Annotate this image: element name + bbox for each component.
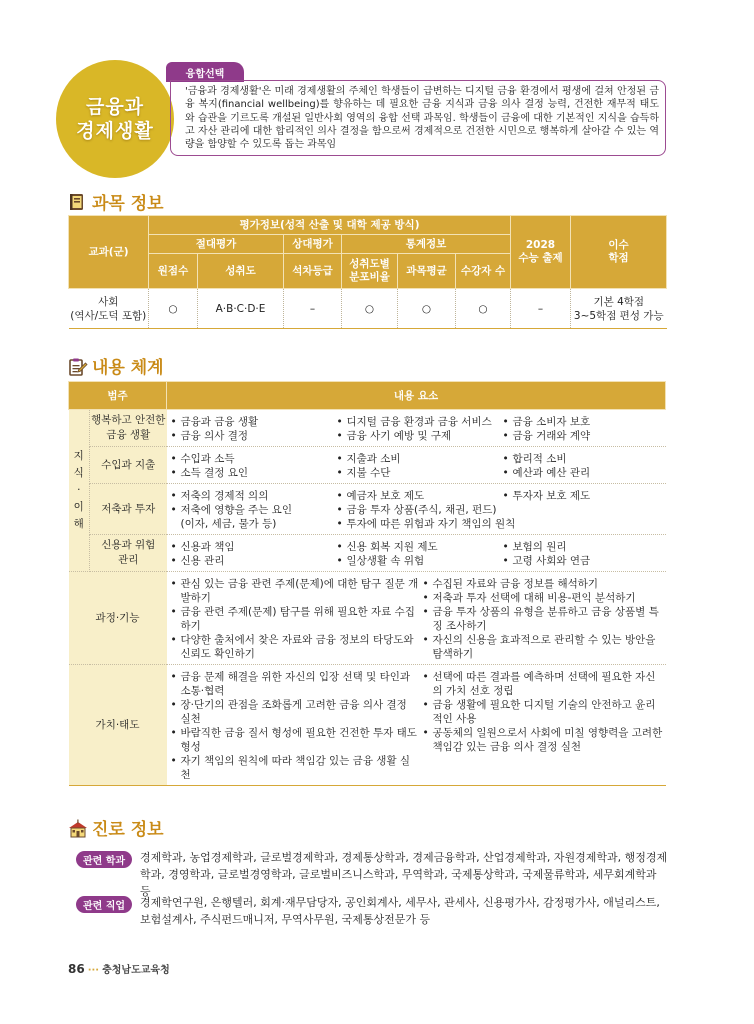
list-item: • 보험의 원리: [502, 541, 567, 553]
cell-achievement-ratio: ○: [342, 289, 398, 329]
knowledge-column: [171, 489, 335, 531]
list-item: • 금융 사기 예방 및 구제: [336, 430, 452, 442]
knowledge-items: [167, 535, 666, 571]
career-info-heading: [68, 815, 164, 840]
cell-rank: –: [284, 289, 342, 329]
list-item: • 선택에 따른 결과를 예측하며 선택에 필요한 자신의 가치 선호 정립: [422, 671, 656, 697]
list-item-continuation: (이자, 세금, 물가 등): [180, 518, 277, 530]
related-job-label: 관련 직업: [76, 896, 132, 913]
values-right-list: [423, 670, 664, 782]
header-subject-group: 교과(군): [69, 216, 149, 289]
header-statistics: 통계정보: [342, 235, 511, 254]
process-right-list: [423, 577, 664, 661]
subject-info-table: [68, 215, 667, 329]
subject-title-line1: 금융과: [85, 96, 145, 118]
list-item: • 공동체의 일원으로서 사회에 미칠 영향력을 고려한 책임감 있는 금융 의사 결정 실천: [422, 727, 663, 753]
list-item: • 금융 거래와 계약: [502, 430, 591, 442]
list-item: • 지출과 소비: [336, 453, 401, 465]
list-item: • 저축에 영향을 주는 요인: [170, 504, 292, 516]
header-num-students: 수강자 수: [456, 254, 511, 289]
header-eval-info: 평가정보(성적 산출 및 대학 제공 방식): [149, 216, 511, 235]
knowledge-understanding-category: 지 식 · 이 해: [69, 410, 90, 572]
related-dept-text: 경제학과, 농업경제학과, 글로벌경제학과, 경제통상학과, 경제금융학과, 산업경제학과, 자원경제학과, 행정경제학과, 경영학과, 글로벌경영학과, 글로벌비즈니스학과, 무역학과, 국제통상학과, 국제물류학과, 세무회계학과 등: [140, 851, 668, 898]
knowledge-row: [69, 447, 666, 484]
cell-raw-score: ○: [149, 289, 198, 329]
list-item: • 관심 있는 금융 관련 주제(문제)에 대한 탐구 질문 개발하기: [170, 578, 419, 604]
footer-dots: ···: [87, 965, 100, 976]
cell-credits: 기본 4학점 3~5학점 편성 가능: [571, 289, 667, 329]
header-rank: 석차등급: [284, 254, 342, 289]
list-item: • 금융 투자 상품의 유형을 분류하고 금융 상품별 특징 조사하기: [422, 606, 659, 632]
clipboard-pencil-icon: [68, 357, 86, 375]
header-achievement-ratio: 성취도별 분포비율: [342, 254, 398, 289]
knowledge-column: [503, 540, 664, 568]
list-item: • 다양한 출처에서 찾은 자료와 금융 정보의 타당도와 신뢰도 확인하기: [170, 634, 414, 660]
list-item: • 금융 소비자 보호: [502, 416, 591, 428]
process-items: [167, 572, 666, 664]
list-item: • 자기 책임의 원칙에 따라 책임감 있는 금융 생활 실천: [170, 755, 411, 781]
knowledge-items: [167, 410, 666, 446]
knowledge-column: [503, 489, 664, 531]
list-item: • 금융 문제 해결을 위한 자신의 입장 선택 및 타인과 소통·협력: [170, 671, 411, 697]
school-icon: [68, 819, 86, 837]
knowledge-column: [337, 452, 501, 480]
subject-info-heading: [68, 189, 164, 214]
list-item: • 신용 회복 지원 제도: [336, 541, 438, 553]
subject-info-title: 과목 정보: [92, 194, 164, 214]
header-achievement: 성취도: [198, 254, 284, 289]
knowledge-subcategory: 수입과 지출: [90, 447, 167, 484]
header-subject-mean: 과목평균: [398, 254, 456, 289]
list-item: • 금융 투자 상품(주식, 채권, 펀드): [336, 504, 497, 516]
knowledge-subcategory: 행복하고 안전한 금융 생활: [90, 410, 167, 447]
header-relative: 상대평가: [284, 235, 342, 254]
cell-subject-mean: ○: [398, 289, 456, 329]
list-item: • 고령 사회와 연금: [502, 555, 591, 567]
list-item: • 투자에 따른 위험과 자기 책임의 원칙: [336, 518, 516, 530]
knowledge-row: [69, 535, 666, 572]
list-item: • 수입과 소득: [170, 453, 235, 465]
header-content-elements: 내용 요소: [167, 382, 666, 410]
knowledge-subcategory: 신용과 위험 관리: [90, 535, 167, 572]
list-item: • 일상생활 속 위험: [336, 555, 425, 567]
knowledge-column: [336, 489, 516, 531]
list-item: • 장·단기의 관점을 조화롭게 고려한 금융 의사 결정 실천: [170, 699, 407, 725]
knowledge-subcategory: 저축과 투자: [90, 484, 167, 535]
header-category: 범주: [69, 382, 167, 410]
process-row: [69, 572, 666, 665]
knowledge-row: [69, 484, 666, 535]
publisher-name: 충청남도교육청: [102, 965, 170, 976]
book-icon: [68, 193, 86, 211]
knowledge-items: [167, 484, 666, 534]
related-job-text: 경제학연구원, 은행텔러, 회계·재무담당자, 공인회계사, 세무사, 관세사, 신용평가사, 감정평가사, 애널리스트, 보험설계사, 주식펀드매니저, 무역사무원, 국제통상전문가 등: [140, 896, 660, 926]
cell-exam-2028: –: [511, 289, 571, 329]
header-exam-2028: 2028 수능 출제: [511, 216, 571, 289]
header-absolute: 절대평가: [149, 235, 284, 254]
list-item: • 금융 관련 주제(문제) 탐구를 위해 필요한 자료 수집하기: [170, 606, 415, 632]
list-item: • 지불 수단: [336, 467, 391, 479]
related-dept-label: 관련 학과: [76, 851, 132, 868]
values-row: [69, 665, 666, 786]
knowledge-column: [337, 415, 501, 443]
subject-description: '금융과 경제생활'은 미래 경제생활의 주체인 학생들이 급변하는 디지털 금융 환경에서 평생에 걸쳐 안정된 금융 복지(financial wellbeing)를 향유하는 데 필요한 금융 지식과 금융 의사 결정 능력, 건전한 재무적 태도와 습관을 기르도록 개설된 일반사회 영역의 융합 선택 과목임. 학생들이 금융에 대한 기본적인 지식을 습득하고 자산 관리에 대한 합리적인 의사 결정을 함으로써 경제적으로 건전한 시민으로 행복하게 살아갈 수 있는 역량을 함양할 수 있도록 돕는 과목임: [170, 80, 666, 156]
list-item: • 소득 결정 요인: [170, 467, 249, 479]
values-left-list: [171, 670, 419, 782]
list-item: • 저축의 경제적 의의: [170, 490, 269, 502]
values-category: 가치·태도: [69, 665, 167, 786]
knowledge-column: [171, 540, 335, 568]
list-item: • 예금자 보호 제도: [336, 490, 425, 502]
subject-title-circle: [56, 60, 174, 178]
content-system-heading: [68, 353, 164, 378]
knowledge-column: [171, 415, 335, 443]
cell-achievement: A·B·C·D·E: [198, 289, 284, 329]
list-item: • 자신의 신용을 효과적으로 관리할 수 있는 방안을 탐색하기: [422, 634, 656, 660]
process-left-list: [171, 577, 419, 661]
knowledge-column: [337, 540, 501, 568]
category-badge: 융합선택: [166, 62, 244, 82]
list-item: • 신용과 책임: [170, 541, 235, 553]
list-item: • 디지털 금융 환경과 금융 서비스: [336, 416, 492, 428]
career-info-title: 진로 정보: [92, 820, 164, 840]
list-item: • 수집된 자료와 금융 정보를 해석하기: [422, 578, 599, 590]
content-system-table: [68, 381, 666, 786]
list-item: • 예산과 예산 관리: [502, 467, 591, 479]
table-row: [69, 289, 667, 329]
header-credits: 이수 학점: [571, 216, 667, 289]
knowledge-items: [167, 447, 666, 483]
knowledge-column: [503, 415, 664, 443]
content-system-title: 내용 체계: [92, 358, 164, 378]
list-item: • 바람직한 금융 질서 형성에 필요한 건전한 투자 태도 형성: [170, 727, 417, 753]
process-category: 과정·기능: [69, 572, 167, 665]
values-items: [167, 665, 666, 785]
list-item: • 투자자 보호 제도: [502, 490, 591, 502]
subject-title-line2: 경제생활: [76, 120, 154, 142]
knowledge-column: [171, 452, 335, 480]
page-footer: [68, 961, 170, 976]
knowledge-row: [69, 410, 666, 447]
page-number: 86: [68, 962, 85, 976]
knowledge-column: [503, 452, 664, 480]
list-item: • 금융 생활에 필요한 디지털 기술의 안전하고 윤리적인 사용: [422, 699, 656, 725]
list-item: • 신용 관리: [170, 555, 225, 567]
list-item: • 금융과 금융 생활: [170, 416, 259, 428]
list-item: • 금융 의사 결정: [170, 430, 249, 442]
cell-subject-group: 사회 (역사/도덕 포함): [69, 289, 149, 329]
list-item: • 저축과 투자 선택에 대해 비용-편익 분석하기: [422, 592, 636, 604]
header-raw-score: 원점수: [149, 254, 198, 289]
cell-num-students: ○: [456, 289, 511, 329]
list-item: • 합리적 소비: [502, 453, 567, 465]
